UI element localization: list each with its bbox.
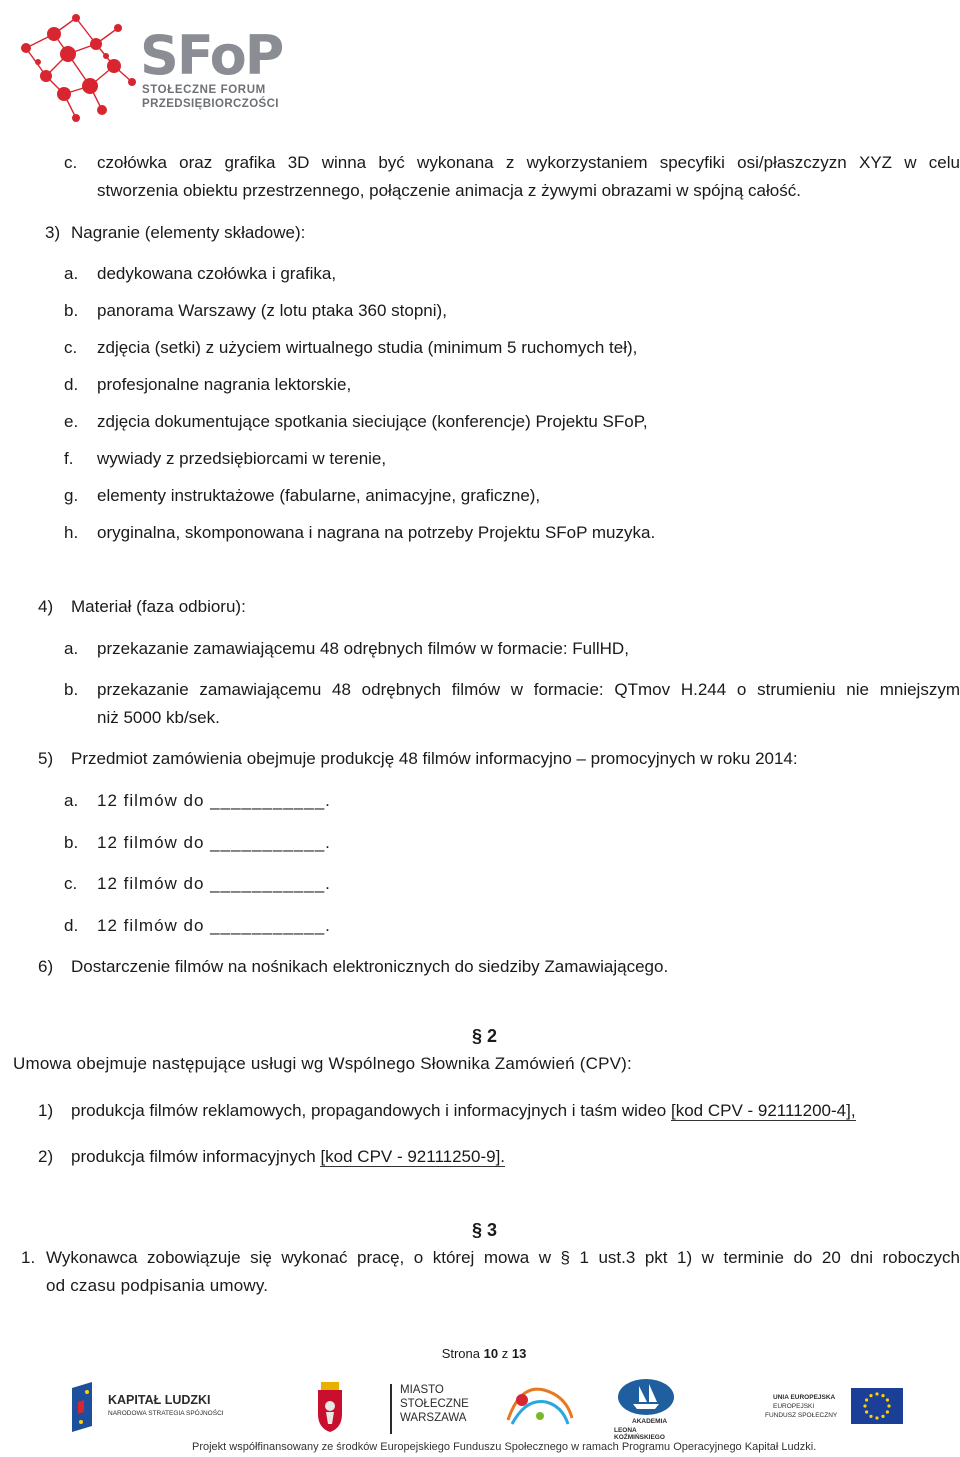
list-item: zdjęcia dokumentujące spotkania sieciujące (konferencje) Projektu SFoP, [97,412,648,431]
network-logo-icon [6,6,146,131]
paragraph-line: przekazanie zamawiającemu 48 odrębnych filmów w formacie: QTmov H.244 o strumieniu nie mniejszym [97,680,960,699]
paragraph-line: Wykonawca zobowiązuje się wykonać pracę, o której mowa w § 1 ust.3 pkt 1) w terminie do 20 dni roboczych [46,1248,960,1267]
list-marker: a. [64,264,79,283]
paragraph: Umowa obejmuje następujące usługi wg Wspólnego Słownika Zamówień (CPV): [13,1054,632,1073]
list-item: wywiady z przedsiębiorcami w terenie, [97,449,387,468]
warsaw-coat-of-arms-icon [312,1380,348,1434]
akademia-logo [608,1378,684,1441]
sfop-logo [0,0,283,130]
list-item: 12 filmów do ___________. [97,916,331,935]
eu-flag-icon [851,1388,903,1424]
page-of: z [501,1346,509,1361]
list-marker: a. [64,791,79,810]
section-heading: § 3 [472,1220,498,1240]
page-label: Strona [441,1346,480,1361]
list-marker: b. [64,833,79,852]
warszawa-line3: WARSZAWA [400,1412,467,1424]
list-marker: 1. [21,1248,36,1267]
logo-subtitle-line2: PRZEDSIĘBIORCZOŚCI [142,98,279,110]
paragraph: Dostarczenie filmów na nośnikach elektronicznych do siedziby Zamawiającego. [71,957,669,976]
eu-line2: EUROPEJSKI [773,1403,815,1410]
kapital-ludzki-title: KAPITAŁ LUDZKI [108,1393,211,1407]
list-item [71,1101,856,1121]
section-marker: 6) [38,957,54,976]
section-title: Przedmiot zamówienia obejmuje produkcję 48 filmów informacyjno – promocyjnych w roku 2014: [71,749,798,768]
sponsor-logos-bar [0,1378,960,1441]
list-item: zdjęcia (setki) z użyciem wirtualnego studia (minimum 5 ruchomych teł), [97,338,638,357]
list-marker: e. [64,412,79,431]
warszawa-line2: STOŁECZNE [400,1398,469,1410]
eu-logo [765,1388,905,1428]
warszawa-logo [390,1384,478,1434]
list-item-text: produkcja filmów informacyjnych [71,1147,316,1166]
cpv-code: [kod CPV - 92111250-9]. [320,1147,506,1166]
funding-note: Projekt współfinansowany ze środków Europejskiego Funduszu Społecznego w ramach Programu Operacyjnego Kapitał Ludzki. [192,1441,817,1453]
list-item: dedykowana czołówka i grafika, [97,264,337,283]
section-marker: 3) [45,223,61,242]
section-title: Materiał (faza odbioru): [71,597,246,616]
list-item: oryginalna, skomponowana i nagrana na potrzeby Projektu SFoP muzyka. [97,523,656,542]
akademia-line2: LEONA KOŹMIŃSKIEGO [614,1427,665,1441]
akademia-line1: AKADEMIA [632,1418,668,1425]
list-marker: h. [64,523,79,542]
kapital-ludzki-logo [70,1382,240,1434]
list-marker: a. [64,639,79,658]
kapital-ludzki-subtitle: NARODOWA STRATEGIA SPÓJNOŚCI [108,1410,224,1417]
list-item-text: produkcja filmów reklamowych, propagandowych i informacyjnych i taśm wideo [71,1101,667,1120]
sailing-ship-icon [617,1378,675,1416]
list-marker: 2) [38,1147,54,1166]
list-marker: d. [64,375,79,394]
list-marker: b. [64,680,79,699]
list-marker: f. [64,449,74,468]
eu-line3: FUNDUSZ SPOŁECZNY [765,1412,838,1419]
paragraph-line: stworzenia obiektu przestrzennego, połączenie animacja z żywymi obrazami w spójną całość. [97,181,801,200]
paragraph-line: niż 5000 kb/sek. [97,708,220,727]
logo-subtitle-line1: STOŁECZNE FORUM [142,84,266,96]
section-marker: 5) [38,749,54,768]
list-item: 12 filmów do ___________. [97,833,331,852]
list-marker: 1) [38,1101,54,1120]
list-marker: c. [64,153,78,172]
logo-wordmark: SFoP [140,24,283,87]
list-marker: c. [64,338,78,357]
entrepreneurship-mascot-icon [500,1380,580,1434]
paragraph-line: czołówka oraz grafika 3D winna być wykonana z wykorzystaniem specyfiki osi/płaszczyzn XYZ w celu [97,153,960,172]
list-marker: b. [64,301,79,320]
section-heading: § 2 [472,1026,498,1046]
list-item: panorama Warszawy (z lotu ptaka 360 stopni), [97,301,447,320]
list-item: przekazanie zamawiającemu 48 odrębnych filmów w formacie: FullHD, [97,639,629,658]
kapital-ludzki-icon [70,1382,96,1432]
section-marker: 4) [38,597,54,616]
list-item: 12 filmów do ___________. [97,791,331,810]
page-current: 10 [483,1346,499,1361]
list-item: elementy instruktażowe (fabularne, animacyjne, graficzne), [97,486,541,505]
paragraph-line: od czasu podpisania umowy. [46,1276,269,1295]
list-item [71,1147,505,1167]
eu-line1: UNIA EUROPEJSKA [773,1394,836,1401]
warszawa-line1: MIASTO [400,1384,444,1396]
list-marker: g. [64,486,79,505]
list-item: 12 filmów do ___________. [97,874,331,893]
cpv-code: [kod CPV - 92111200-4], [670,1101,856,1120]
list-marker: d. [64,916,79,935]
list-item: profesjonalne nagrania lektorskie, [97,375,352,394]
page-number [0,1346,960,1361]
list-marker: c. [64,874,78,893]
section-title: Nagranie (elementy składowe): [71,223,306,242]
page-total: 13 [511,1346,527,1361]
